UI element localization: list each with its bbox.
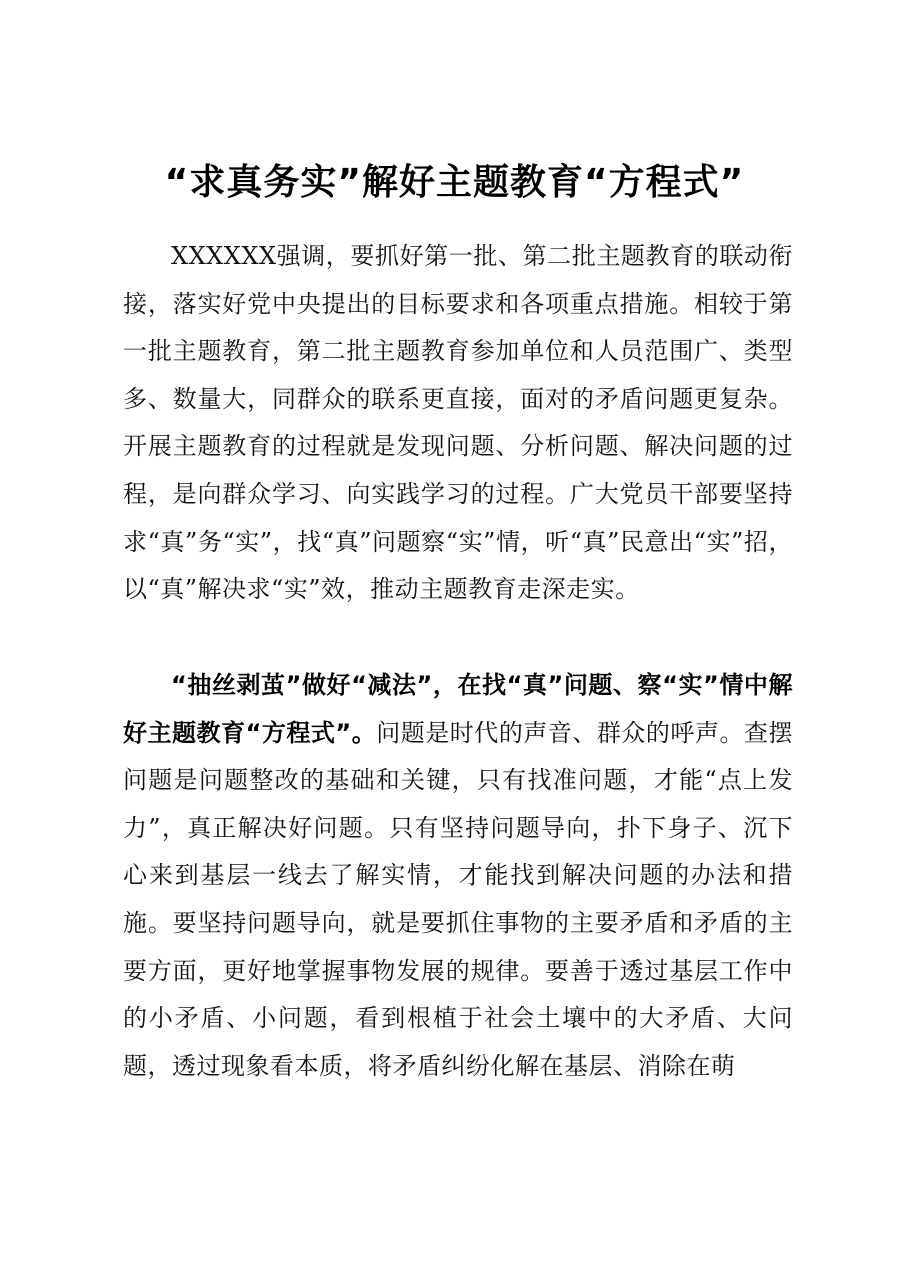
paragraph-1-text: XXXXXX强调，要抓好第一批、第二批主题教育的联动衔接，落实好党中央提出的目标要求和各项重点措施。相较于第一批主题教育，第二批主题教育参加单位和人员范围广、类型多、数量大，同群众的联系更直接，面对的矛盾问题更复杂。开展主题教育的过程就是发现问题、分析问题、解决问题的过程，是向群众学习、向实践学习的过程。广大党员干部要坚持求“真”务“实”，找“真”问题察“实”情，听“真”民意出“实”招，以“真”解决求“实”效，推动主题教育走深走实。: [123, 242, 793, 604]
document-title: “求真务实”解好主题教育“方程式”: [164, 162, 745, 203]
body-paragraph-1: [123, 233, 793, 614]
body-paragraph-2: [123, 662, 793, 1090]
paragraph-2-lead-heading: “抽丝剥茧”做好“减法”，在找“真”问题、察“实”情中解好主题教育“方程式”。: [123, 671, 793, 747]
paragraph-2-text: 问题是时代的声音、群众的呼声。查摆问题是问题整改的基础和关键，只有找准问题，才能“点上发力”，真正解决好问题。只有坚持问题导向，扑下身子、沉下心来到基层一线去了解实情，才能找到解决问题的办法和措施。要坚持问题导向，就是要抓住事物的主要矛盾和矛盾的主要方面，更好地掌握事物发展的规律。要善于透过基层工作中的小矛盾、小问题，看到根植于社会土壤中的大矛盾、大问题，透过现象看本质，将矛盾纠纷化解在基层、消除在萌: [123, 718, 794, 1080]
